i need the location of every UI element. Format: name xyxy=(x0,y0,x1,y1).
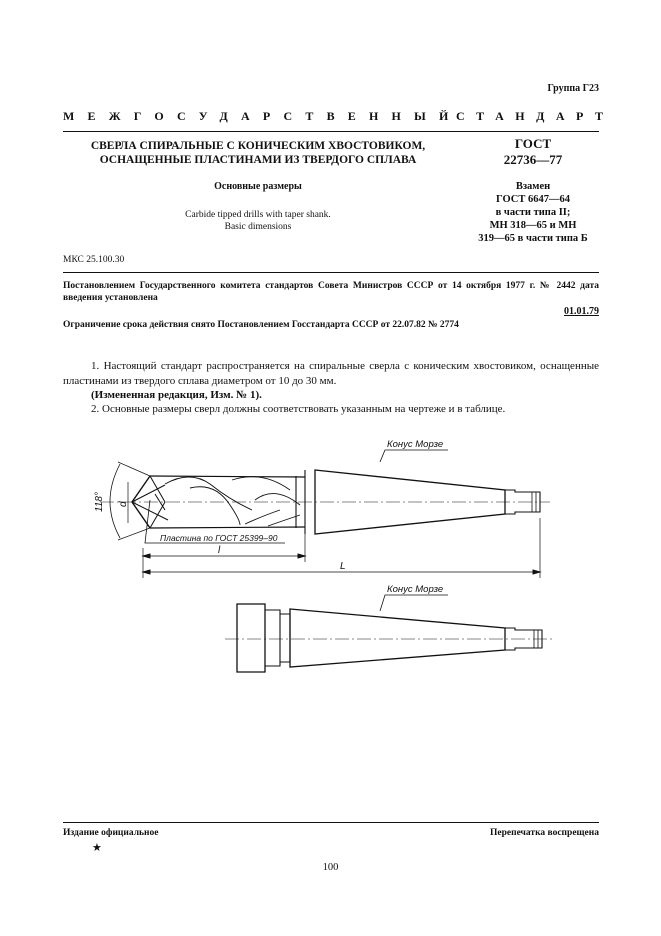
bottom-shank-outline xyxy=(290,609,505,667)
paragraph-2: 2. Основные размеры сверл должны соответствовать указанным на чертеже и в таблице. xyxy=(91,403,506,415)
diameter-label: d xyxy=(118,501,129,507)
interstate-heading: МЕЖГОСУДАРСТВЕННЫЙ xyxy=(63,109,462,123)
official-edition: Издание официальное xyxy=(63,828,159,838)
plate-label: Пластина по ГОСТ 25399–90 xyxy=(160,533,278,543)
drill-body-top xyxy=(150,476,305,477)
title-line-1: СВЕРЛА СПИРАЛЬНЫЕ С КОНИЧЕСКИМ ХВОСТОВИКОМ, xyxy=(90,140,426,152)
decree-text: Постановлением Государственного комитета стандартов Совета Министров СССР от 14 октября 1977 г. № 2442 дата введения установлена xyxy=(63,281,599,303)
taper-label-bottom: Конус Морзе xyxy=(387,584,444,595)
drill-flutes xyxy=(165,477,300,526)
page-number: 100 xyxy=(322,862,339,873)
taper-leader-top xyxy=(380,450,448,462)
mks-code: МКС 25.100.30 xyxy=(63,255,125,265)
english-title-line-2: Basic dimensions xyxy=(224,222,292,232)
star-icon: ★ xyxy=(92,842,102,854)
english-title-line-1: Carbide tipped drills with taper shank. xyxy=(185,210,331,220)
total-length-label: L xyxy=(340,561,346,572)
replaces-line-1: ГОСТ 6647—64 xyxy=(496,194,570,205)
limitation-text: Ограничение срока действия снято Постановлением Госстандарта СССР от 22.07.82 № 2774 xyxy=(63,320,459,330)
effective-date: 01.01.79 xyxy=(564,306,599,317)
flute-length-label: l xyxy=(218,545,221,556)
replaces-line-3: МН 318—65 и МН xyxy=(489,220,577,231)
replaces-line-2: в части типа II; xyxy=(495,207,571,218)
reprint-notice: Перепечатка воспрещена xyxy=(489,828,599,838)
angle-label: 118° xyxy=(94,492,105,512)
taper-label-top: Конус Морзе xyxy=(387,439,444,450)
bottom-collar-steps xyxy=(265,610,290,666)
angle-arc xyxy=(110,464,120,538)
taper-leader-bottom xyxy=(380,595,448,611)
paragraph-1: 1. Настоящий стандарт распространяется на спиральные сверла с коническим хвостовиком, оснащенные пластинами из твердого сплава диаметром от 10 до 30 мм. xyxy=(63,360,599,387)
replaces-line-4: 319—65 в части типа Б xyxy=(478,233,588,244)
amendment-note: (Измененная редакция, Изм. № 1). xyxy=(91,389,262,401)
gost-number: 22736—77 xyxy=(503,152,563,167)
replaces-label: Взамен xyxy=(515,181,551,192)
drill-body-bottom xyxy=(150,527,305,528)
gost-label: ГОСТ xyxy=(514,136,552,151)
bottom-collar xyxy=(237,604,265,672)
document-subtitle: Основные размеры xyxy=(214,181,302,192)
title-line-2: ОСНАЩЕННЫЕ ПЛАСТИНАМИ ИЗ ТВЕРДОГО СПЛАВА xyxy=(99,154,417,166)
footer-divider xyxy=(63,822,599,823)
standard-heading: СТАНДАРТ xyxy=(456,109,615,123)
group-code: Группа Г23 xyxy=(547,83,599,94)
